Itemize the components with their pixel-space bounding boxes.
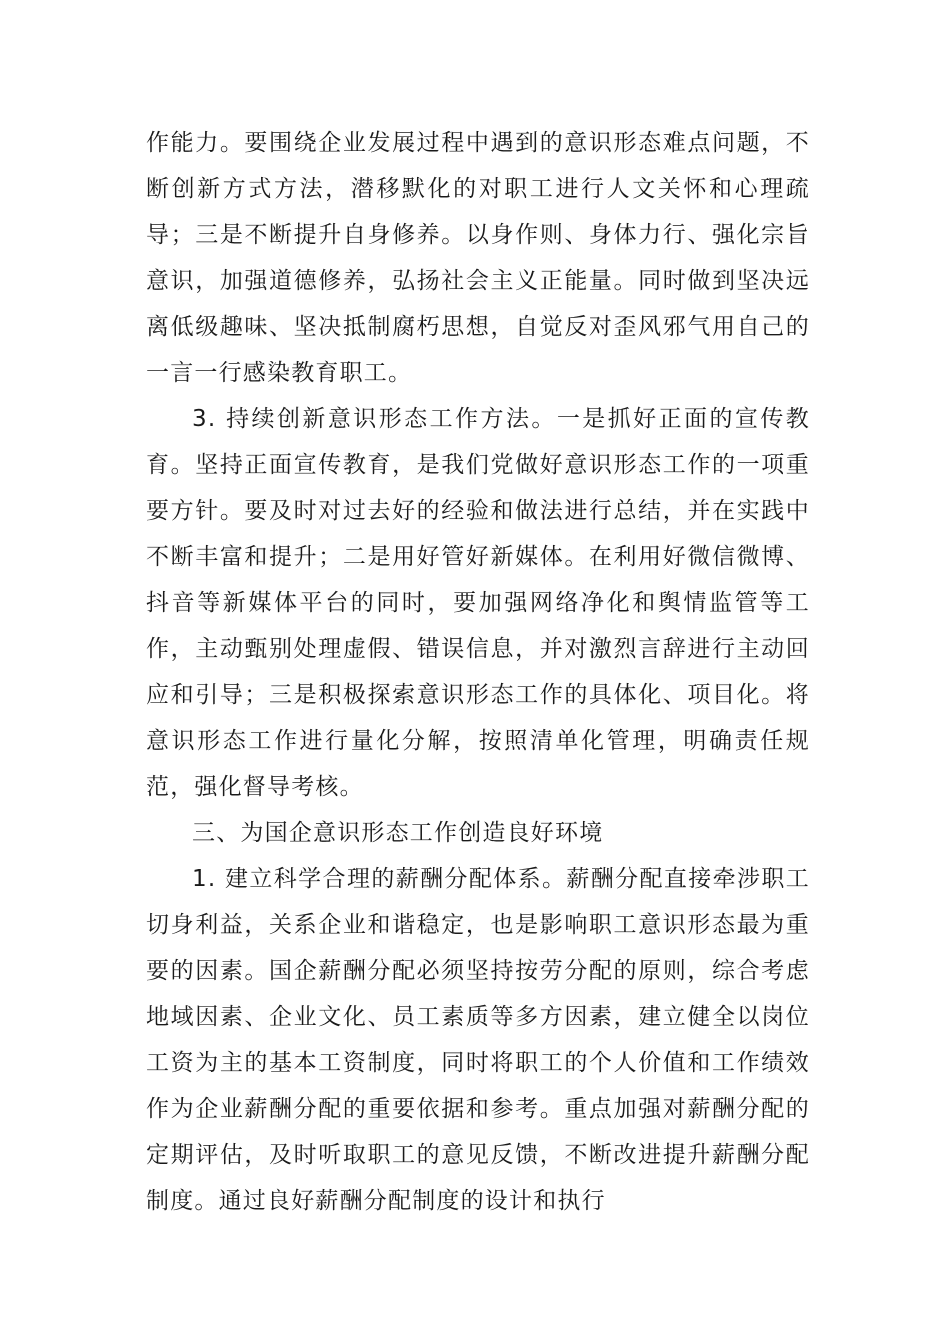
paragraph-body: 一是抓好正面的宣传教育。坚持正面宣传教育，是我们党做好意识形态工作的一项重要方针。要及时对过去好的经验和做法进行总结，并在实践中不断丰富和提升；二是用好管好新媒体。在利用好微信微博、抖音等新媒体平台的同时，要加强网络净化和舆情监管等工作，主动甄别处理虚假、错误信息，并对激烈言辞进行主动回应和引导；三是积极探索意识形态工作的具体化、项目化。将意识形态工作进行量化分解，按照清单化管理，明确责任规范，强化督导考核。 [146, 406, 810, 800]
paragraph-section-3 [146, 396, 810, 810]
body-text [146, 120, 810, 1224]
paragraph-subsection-1 [146, 856, 810, 1224]
paragraph-lead-heading: 1. 建立科学合理的薪酬分配体系。 [192, 866, 567, 892]
paragraph-continuation: 作能力。要围绕企业发展过程中遇到的意识形态难点问题，不断创新方式方法，潜移默化的对职工进行人文关怀和心理疏导；三是不断提升自身修养。以身作则、身体力行、强化宗旨意识，加强道德修养，弘扬社会主义正能量。同时做到坚决远离低级趣味、坚决抵制腐朽思想，自觉反对歪风邪气用自己的一言一行感染教育职工。 [146, 130, 810, 386]
paragraph-lead-heading: 3. 持续创新意识形态工作方法。 [192, 406, 557, 432]
section-heading: 三、为国企意识形态工作创造良好环境 [192, 820, 604, 846]
paragraph-body: 薪酬分配直接牵涉职工切身利益，关系企业和谐稳定，也是影响职工意识形态最为重要的因素。国企薪酬分配必须坚持按劳分配的原则，综合考虑地域因素、企业文化、员工素质等多方因素，建立健全以岗位工资为主的基本工资制度，同时将职工的个人价值和工作绩效作为企业薪酬分配的重要依据和参考。重点加强对薪酬分配的定期评估，及时听取职工的意见反馈，不断改进提升薪酬分配制度。通过良好薪酬分配制度的设计和执行 [146, 866, 811, 1214]
